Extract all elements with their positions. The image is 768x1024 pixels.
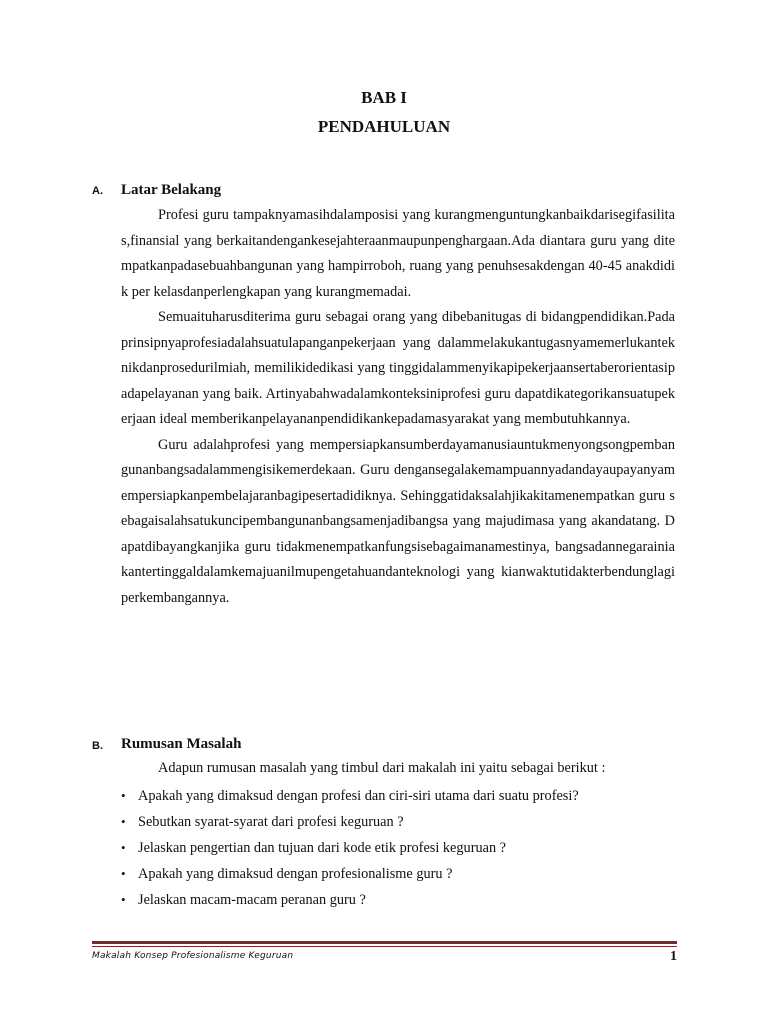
footer-title: Makalah Konsep Profesionalisme Keguruan — [92, 951, 294, 961]
section-a-body — [121, 203, 675, 611]
bullet-icon: • — [121, 788, 126, 803]
bullet-icon: • — [121, 892, 126, 907]
section-a-letter: A. — [92, 185, 103, 197]
list-item — [121, 783, 681, 809]
section-b-letter: B. — [92, 740, 103, 752]
bullet-icon: • — [121, 840, 126, 855]
page-number: 1 — [670, 949, 677, 964]
list-item-text: Jelaskan pengertian dan tujuan dari kode etik profesi keguruan ? — [138, 840, 507, 856]
list-item — [121, 887, 681, 913]
list-item — [121, 835, 681, 861]
chapter-subtitle: PENDAHULUAN — [317, 117, 451, 136]
problem-list — [121, 783, 681, 913]
list-item-text: Apakah yang dimaksud dengan profesi dan ciri-siri utama dari suatu profesi? — [138, 788, 579, 804]
bullet-icon: • — [121, 866, 126, 881]
list-item — [121, 809, 681, 835]
list-item — [121, 861, 681, 887]
list-item-text: Jelaskan macam-macam peranan guru ? — [138, 892, 366, 908]
bullet-icon: • — [121, 814, 126, 829]
list-item-text: Sebutkan syarat-syarat dari profesi keguruan ? — [138, 814, 404, 830]
footer-rule — [92, 941, 677, 944]
section-b-heading: Rumusan Masalah — [121, 736, 242, 752]
section-a-heading: Latar Belakang — [121, 182, 222, 198]
section-b-intro: Adapun rumusan masalah yang timbul dari makalah ini yaitu sebagai berikut : — [158, 760, 606, 776]
paragraph-3: Guru adalahprofesi yang mempersiapkansumberdayamanusiauntukmenyongsongpembangunanbangsadalammengisikemerdekaan. Guru dengansegalakemampuannyadandayaupayanyamempersiapkanpembelajaranbagipesertadidiknya. Sehinggatidaksalahjikakitamenempatkan guru sebagaisalahsatukuncipembangunanbangsamenjadibangsa yang majudimasa yang akandatang. Dapatdibayangkanjika guru tidakmenempatkanfungsisebagaimanamestinya, bangsadannegarainiakantertinggaldalamkemajuanilmupengetahuandanteknologi yang kianwaktutidakterbendunglagiperkembangannya. — [121, 436, 675, 606]
footer-rule-thin — [92, 946, 677, 947]
list-item-text: Apakah yang dimaksud dengan profesionalisme guru ? — [138, 866, 453, 882]
paragraph-2: Semuaituharusditerima guru sebagai orang yang dibebanitugas di bidangpendidikan.Padaprinsipnyaprofesiadalahsuatulapanganpekerjaan yang dalammelakukantugasnyamemerlukanteknikdanprosedurilmiah, memilikidedikasi yang tinggidalammenyikapipekerjaansertaberorientasipadapelayanan yang baik. Artinyabahwadalamkonteksiniprofesi guru dapatdikategorikansuatupekerjaan ideal memberikanpelayananpendidikankepadamasyarakat yang membutuhkannya. — [121, 309, 675, 427]
chapter-title: BAB I — [361, 88, 407, 107]
paragraph-1: Profesi guru tampaknyamasihdalamposisi yang kurangmenguntungkanbaikdarisegifasilitas,finansial yang berkaitandengankesejahteraanmaupunpenghargaan.Ada diantara guru yang ditempatkanpadasebuahbangunan yang hampirroboh, ruang yang penuhsesakdengan 40-45 anakdidik per kelasdanperlengkapan yang kurangmemadai. — [121, 207, 675, 300]
